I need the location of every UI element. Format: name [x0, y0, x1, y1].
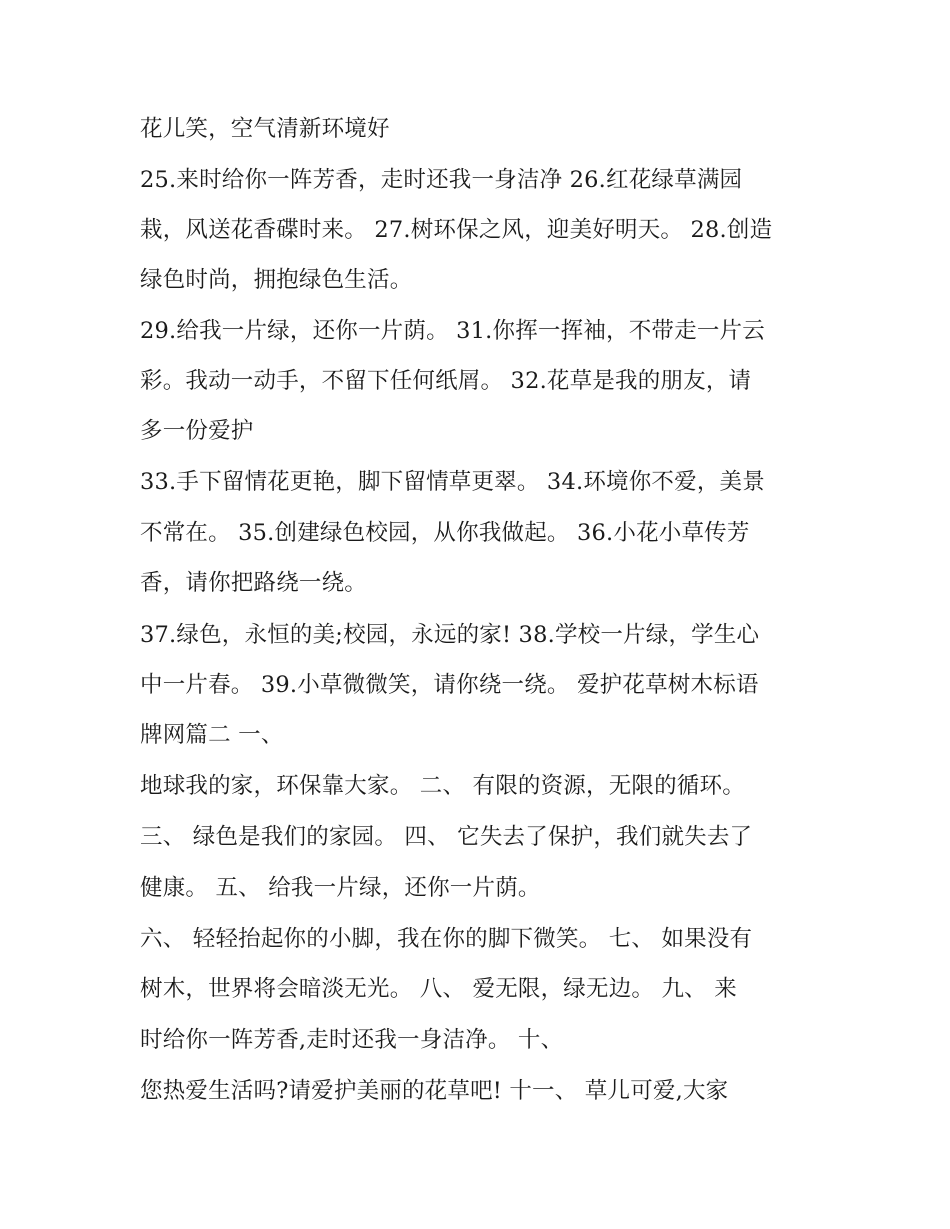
text-line: 香，请你把路绕一绕。: [140, 570, 368, 596]
text-line: 33.手下留情花更艳，脚下留情草更翠。 34.环境你不爱，美景: [140, 469, 765, 495]
text-line: 三、 绿色是我们的家园。 四、 它失去了保护，我们就失去了: [140, 824, 753, 850]
text-line: 绿色时尚，拥抱绿色生活。: [140, 267, 413, 293]
text-line: 六、 轻轻抬起你的小脚，我在你的脚下微笑。 七、 如果没有: [140, 926, 753, 952]
text-line: 彩。我动一动手，不留下任何纸屑。 32.花草是我的朋友，请: [140, 368, 752, 394]
text-line: 树木，世界将会暗淡无光。 八、 爱无限，绿无边。 九、 来: [140, 976, 737, 1002]
text-line: 29.给我一片绿，还你一片荫。 31.你挥一挥袖，不带走一片云: [140, 318, 765, 344]
text-line: 地球我的家，环保靠大家。 二、 有限的资源，无限的循环。: [140, 773, 745, 799]
text-line: 花儿笑，空气清新环境好: [140, 116, 390, 142]
text-line: 您热爱生活吗?请爱护美丽的花草吧! 十一、 草儿可爱,大家: [140, 1078, 729, 1104]
text-line: 时给你一阵芳香,走时还我一身洁净。 十、: [140, 1027, 564, 1053]
text-line: 25.来时给你一阵芳香，走时还我一身洁净 26.红花绿草满园: [140, 167, 743, 193]
text-line: 健康。 五、 给我一片绿，还你一片荫。: [140, 875, 541, 901]
text-line: 牌网篇二 一、: [140, 722, 284, 748]
text-line: 中一片春。 39.小草微微笑，请你绕一绕。 爱护花草树木标语: [140, 672, 759, 698]
text-line: 栽，风送花香碟时来。 27.树环保之风，迎美好明天。 28.创造: [140, 217, 773, 243]
text-line: 多一份爱护: [140, 418, 254, 444]
text-line: 不常在。 35.创建绿色校园，从你我做起。 36.小花小草传芳: [140, 520, 750, 546]
text-line: 37.绿色，永恒的美;校园，永远的家! 38.学校一片绿，学生心: [140, 622, 760, 648]
